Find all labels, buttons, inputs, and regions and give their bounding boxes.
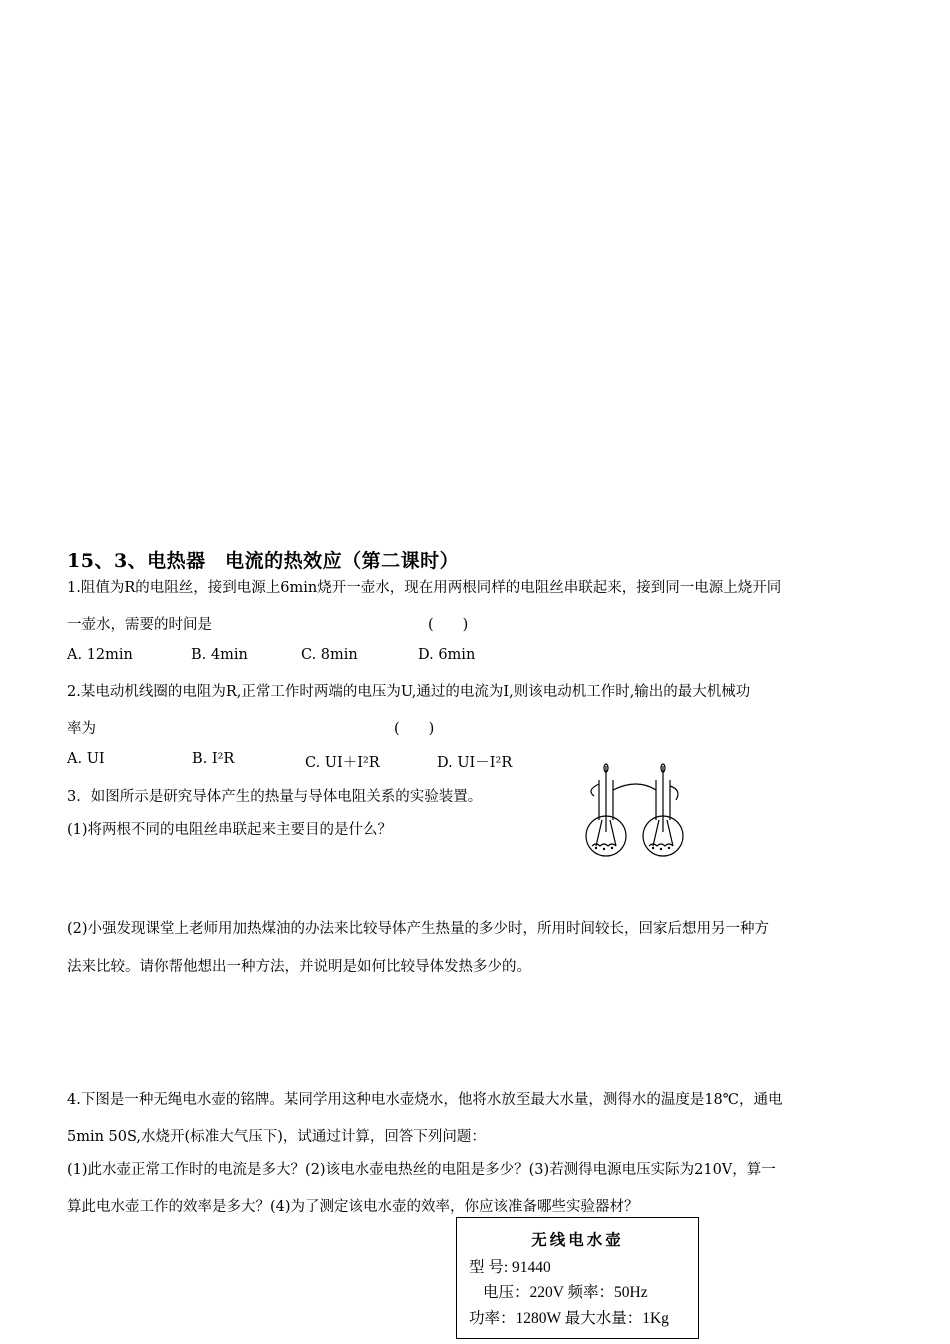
q2-text-line2: 率为	[67, 721, 96, 737]
q2-option-b: B. I²R	[192, 751, 235, 767]
q4-text-line4: 算此电水壶工作的效率是多大？(4)为了测定该电水壶的效率，你应该准备哪些实验器材？	[67, 1199, 639, 1215]
q3-sub2-line2: 法来比较。请你帮他想出一种方法，并说明是如何比较导体发热多少的。	[67, 959, 531, 975]
nameplate-voltage-frequency: 电压：220V 频率：50Hz	[483, 1284, 648, 1301]
q1-option-b: B. 4min	[191, 647, 248, 663]
experiment-apparatus-figure	[582, 760, 697, 860]
q2-option-a: A. UI	[67, 751, 105, 767]
q1-option-a: A. 12min	[67, 647, 133, 663]
q1-option-c: C. 8min	[301, 647, 358, 663]
q4-text-line3: (1)此水壶正常工作时的电流是多大？(2)该电水壶电热丝的电阻是多少？(3)若测得电源电压实际为210V，算一	[67, 1162, 776, 1178]
q2-option-c: C. UI＋I²R	[305, 755, 380, 771]
nameplate-power-capacity: 功率：1280W 最大水量：1Kg	[469, 1310, 669, 1327]
q3-sub1: (1)将两根不同的电阻丝串联起来主要目的是什么？	[67, 822, 393, 838]
q4-text-line2: 5min 50S,水烧开(标准大气压下)，试通过计算，回答下列问题：	[67, 1129, 486, 1145]
q2-answer-blank: ( )	[394, 721, 435, 737]
q2-options	[67, 751, 607, 772]
kettle-nameplate	[456, 1217, 699, 1339]
q1-text-line1: 1.阻值为R的电阻丝，接到电源上6min烧开一壶水，现在用两根同样的电阻丝串联起来，接到同一电源上烧开同	[67, 580, 782, 596]
q4-text-line1: 4.下图是一种无绳电水壶的铭牌。某同学用这种电水壶烧水，他将水放至最大水量，测得水的温度是18℃，通电	[67, 1092, 783, 1108]
nameplate-title: 无线电水壶	[531, 1232, 624, 1249]
q1-option-d: D. 6min	[418, 647, 476, 663]
q3-text: 3．如图所示是研究导体产生的热量与导体电阻关系的实验装置。	[67, 789, 483, 805]
q2-option-d: D. UI－I²R	[437, 755, 513, 771]
page-title: 15、3、电热器 电流的热效应（第二课时）	[67, 550, 460, 572]
q3-sub2-line1: (2)小强发现课堂上老师用加热煤油的办法来比较导体产生热量的多少时，所用时间较长，回家后想用另一种方	[67, 921, 770, 937]
q2-text-line1: 2.某电动机线圈的电阻为R,正常工作时两端的电压为U,通过的电流为I,则该电动机工作时,输出的最大机械功	[67, 684, 751, 700]
nameplate-model: 型 号: 91440	[469, 1259, 551, 1276]
q1-options	[67, 647, 607, 663]
q1-answer-blank: ( )	[428, 617, 469, 633]
q1-text-line2: 一壶水，需要的时间是	[67, 617, 212, 633]
